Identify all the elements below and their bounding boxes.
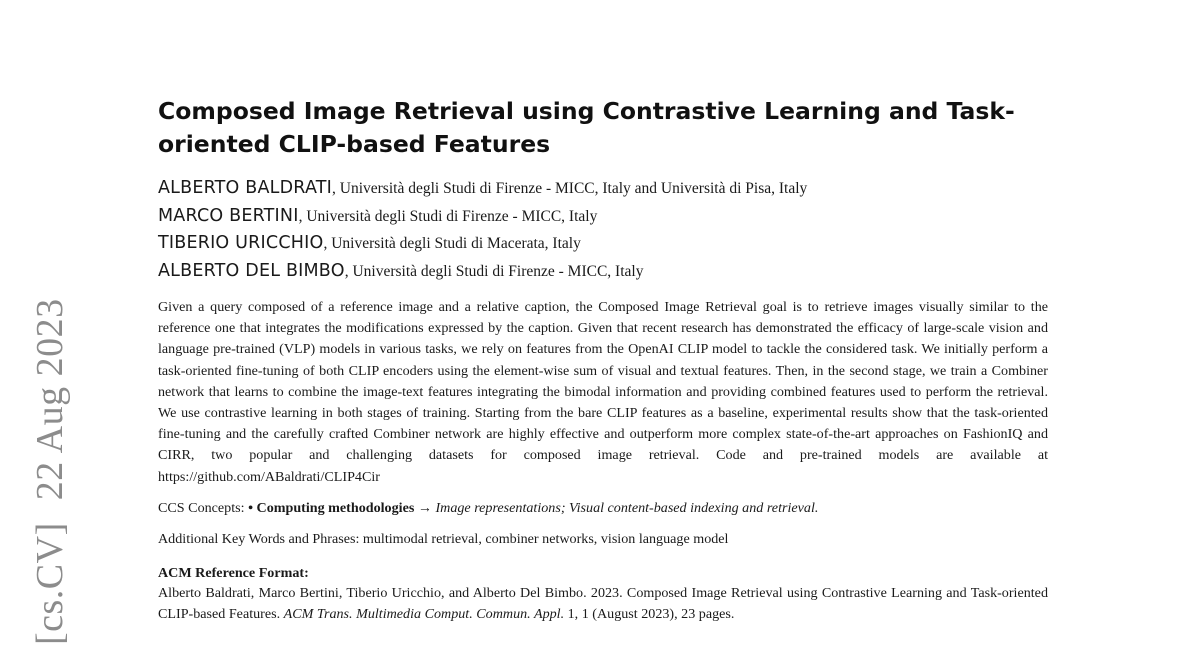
- keywords: Additional Key Words and Phrases: multimodal retrieval, combiner networks, vision language model: [158, 530, 729, 547]
- author-name: MARCO BERTINI: [158, 205, 299, 226]
- reference-heading: ACM Reference Format:: [158, 564, 309, 581]
- author-entry: [158, 258, 1048, 286]
- ccs-arrow: →: [414, 499, 436, 516]
- author-name: ALBERTO BALDRATI: [158, 178, 333, 198]
- author-affiliation: , Università degli Studi di Firenze - MICC, Italy and Università di Pisa, Italy: [332, 180, 808, 197]
- author-list: [158, 175, 1048, 285]
- author-affiliation: , Università degli Studi di Firenze - MICC, Italy: [298, 207, 598, 225]
- author-entry: [158, 175, 1048, 203]
- citation-details: 1, 1 (August 2023), 23 pages.: [564, 605, 735, 622]
- reference-citation: [158, 583, 1048, 625]
- arxiv-date: 22 Aug 2023: [29, 298, 71, 501]
- author-affiliation: , Università degli Studi di Firenze - MICC, Italy: [344, 262, 644, 280]
- arxiv-category: [cs.CV]: [29, 522, 71, 645]
- ccs-concepts-list: Image representations; Visual content-based indexing and retrieval.: [435, 499, 819, 516]
- citation-text: Alberto Baldrati, Marco Bertini, Tiberio Uricchio, and Alberto Del Bimbo. 2023. Composed Image Retrieval using Contrastive Learning and Task-oriented CLIP-based Features.: [158, 584, 1048, 622]
- author-name: TIBERIO URICCHIO: [158, 233, 324, 253]
- paper-front-matter: [158, 95, 1048, 625]
- author-affiliation: , Università degli Studi di Macerata, Italy: [323, 235, 581, 252]
- arxiv-stamp: [28, 298, 72, 645]
- author-entry: [158, 203, 1048, 231]
- abstract: Given a query composed of a reference image and a relative caption, the Composed Image Retrieval goal is to retrieve images visually similar to the reference one that integrates the modifications expressed by the caption. Given that recent research has demonstrated the efficacy of large-scale vision and language pre-trained (VLP) models in various tasks, we rely on features from the OpenAI CLIP model to tackle the considered task. We initially perform a task-oriented fine-tuning of both CLIP encoders using the element-wise sum of visual and textual features. Then, in the second stage, we train a Combiner network that learns to combine the image-text features integrating the bimodal information and providing combined features used to perform the retrieval. We use contrastive learning in both stages of training. Starting from the bare CLIP features as a baseline, experimental results show that the task-oriented fine-tuning and the carefully crafted Combiner network are highly effective and outperform more complex state-of-the-art approaches on FashionIQ and CIRR, two popular and challenging datasets for composed image retrieval. Code and pre-trained models are available at https://github.com/ABaldrati/CLIP4Cir: [158, 299, 1048, 485]
- author-entry: [158, 230, 1048, 258]
- ccs-category: • Computing methodologies: [248, 499, 415, 516]
- author-name: ALBERTO DEL BIMBO: [158, 260, 345, 281]
- journal-name: ACM Trans. Multimedia Comput. Commun. Appl.: [283, 605, 565, 622]
- ccs-label: CCS Concepts:: [158, 499, 245, 516]
- ccs-concepts: [158, 498, 1048, 519]
- paper-title: Composed Image Retrieval using Contrastive Learning and Task-oriented CLIP-based Features: [158, 97, 1015, 158]
